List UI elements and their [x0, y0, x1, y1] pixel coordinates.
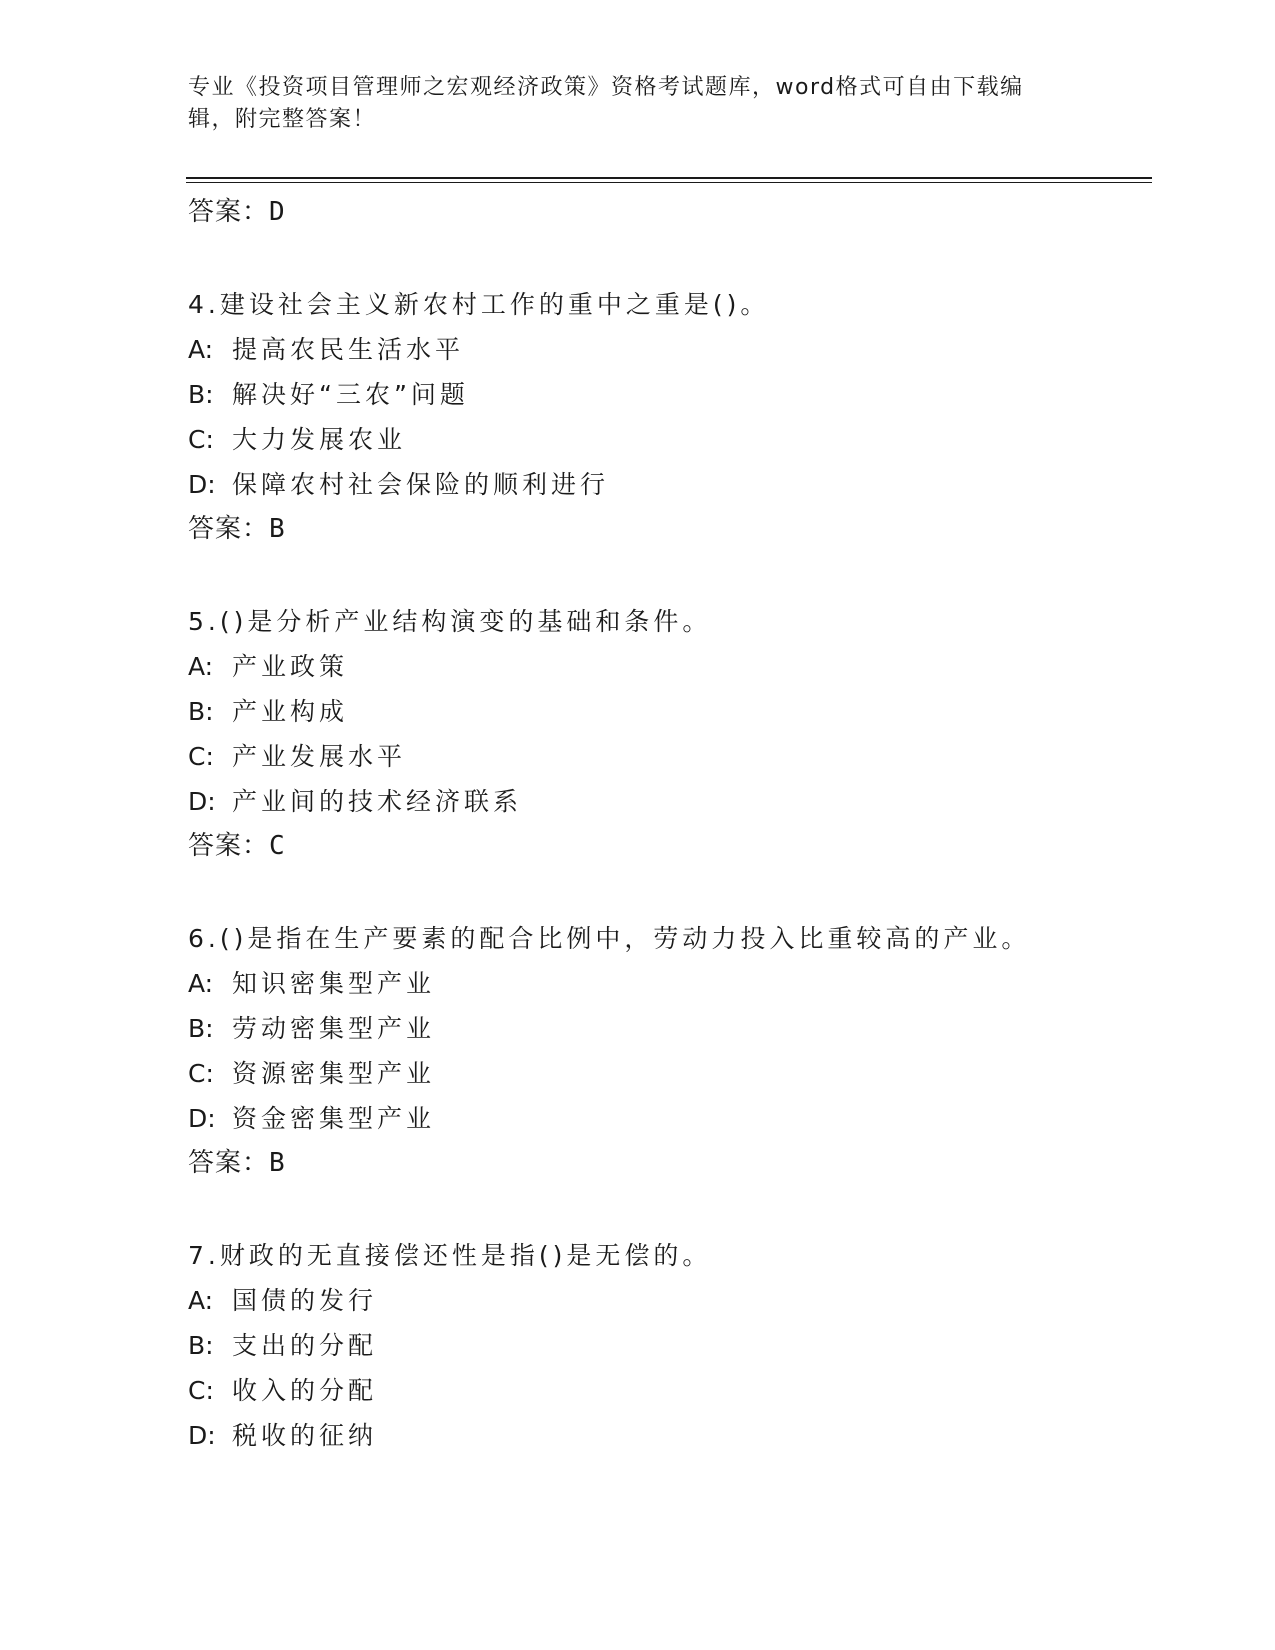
option-key: A:	[188, 335, 214, 364]
option-key: C:	[188, 742, 214, 771]
option-key: D:	[188, 470, 216, 499]
answer-value: C	[269, 831, 286, 861]
option-a	[188, 961, 1188, 1006]
answer	[188, 824, 1188, 868]
header-divider-thin	[186, 182, 1152, 183]
question-stem: 7.财政的无直接偿还性是指()是无偿的。	[188, 1241, 712, 1270]
option-key: D:	[188, 787, 216, 816]
option-b	[188, 1323, 1188, 1368]
option-a	[188, 644, 1188, 689]
option-key: C:	[188, 425, 214, 454]
option-text: 大力发展农业	[232, 425, 407, 454]
question-stem: 6.()是指在生产要素的配合比例中，劳动力投入比重较高的产业。	[188, 924, 1031, 953]
option-text: 资源密集型产业	[232, 1059, 436, 1088]
question-list	[188, 190, 1188, 1458]
option-text: 国债的发行	[232, 1286, 378, 1315]
question-7	[188, 1233, 1188, 1458]
option-key: A:	[188, 969, 214, 998]
option-text: 保障农村社会保险的顺利进行	[232, 470, 610, 499]
option-text: 税收的征纳	[232, 1421, 378, 1450]
question-4	[188, 282, 1188, 551]
answer	[188, 507, 1188, 551]
answer-label: 答案：	[188, 514, 270, 544]
question-5	[188, 599, 1188, 868]
option-c	[188, 734, 1188, 779]
question-stem: 5.()是分析产业结构演变的基础和条件。	[188, 607, 712, 636]
answer-label: 答案：	[188, 831, 270, 861]
answer-previous	[188, 190, 1188, 234]
option-d	[188, 1413, 1188, 1458]
option-d	[188, 462, 1188, 507]
option-a	[188, 1278, 1188, 1323]
option-a	[188, 327, 1188, 372]
option-b	[188, 1006, 1188, 1051]
option-text: 产业发展水平	[232, 742, 407, 771]
option-text: 支出的分配	[232, 1331, 378, 1360]
answer	[188, 1141, 1188, 1185]
option-key: D:	[188, 1104, 216, 1133]
answer-value: D	[269, 197, 286, 227]
answer-label: 答案：	[188, 1148, 270, 1178]
option-text: 收入的分配	[232, 1376, 378, 1405]
option-text: 资金密集型产业	[232, 1104, 436, 1133]
option-b	[188, 372, 1188, 417]
document-header	[188, 72, 1088, 136]
answer-value: B	[269, 1148, 286, 1178]
question-stem: 4.建设社会主义新农村工作的重中之重是()。	[188, 290, 770, 319]
option-key: A:	[188, 652, 214, 681]
option-c	[188, 1051, 1188, 1096]
answer-value: B	[269, 514, 286, 544]
answer-label: 答案：	[188, 197, 270, 227]
option-c	[188, 417, 1188, 462]
option-key: C:	[188, 1059, 214, 1088]
option-text: 产业构成	[232, 697, 349, 726]
option-key: B:	[188, 697, 214, 726]
header-line-2: 辑，附完整答案！	[188, 107, 377, 132]
option-key: B:	[188, 1014, 214, 1043]
option-text: 产业间的技术经济联系	[232, 787, 523, 816]
option-text: 劳动密集型产业	[232, 1014, 436, 1043]
option-key: D:	[188, 1421, 216, 1450]
option-c	[188, 1368, 1188, 1413]
option-key: B:	[188, 1331, 214, 1360]
option-text: 解决好“三农”问题	[232, 380, 469, 409]
option-key: A:	[188, 1286, 214, 1315]
header-line-1: 专业《投资项目管理师之宏观经济政策》资格考试题库，word格式可自由下载编	[188, 75, 1024, 100]
option-key: C:	[188, 1376, 214, 1405]
option-d	[188, 1096, 1188, 1141]
option-key: B:	[188, 380, 214, 409]
option-b	[188, 689, 1188, 734]
option-d	[188, 779, 1188, 824]
option-text: 产业政策	[232, 652, 349, 681]
option-text: 提高农民生活水平	[232, 335, 465, 364]
option-text: 知识密集型产业	[232, 969, 436, 998]
header-divider-thick	[186, 177, 1152, 179]
question-6	[188, 916, 1188, 1185]
